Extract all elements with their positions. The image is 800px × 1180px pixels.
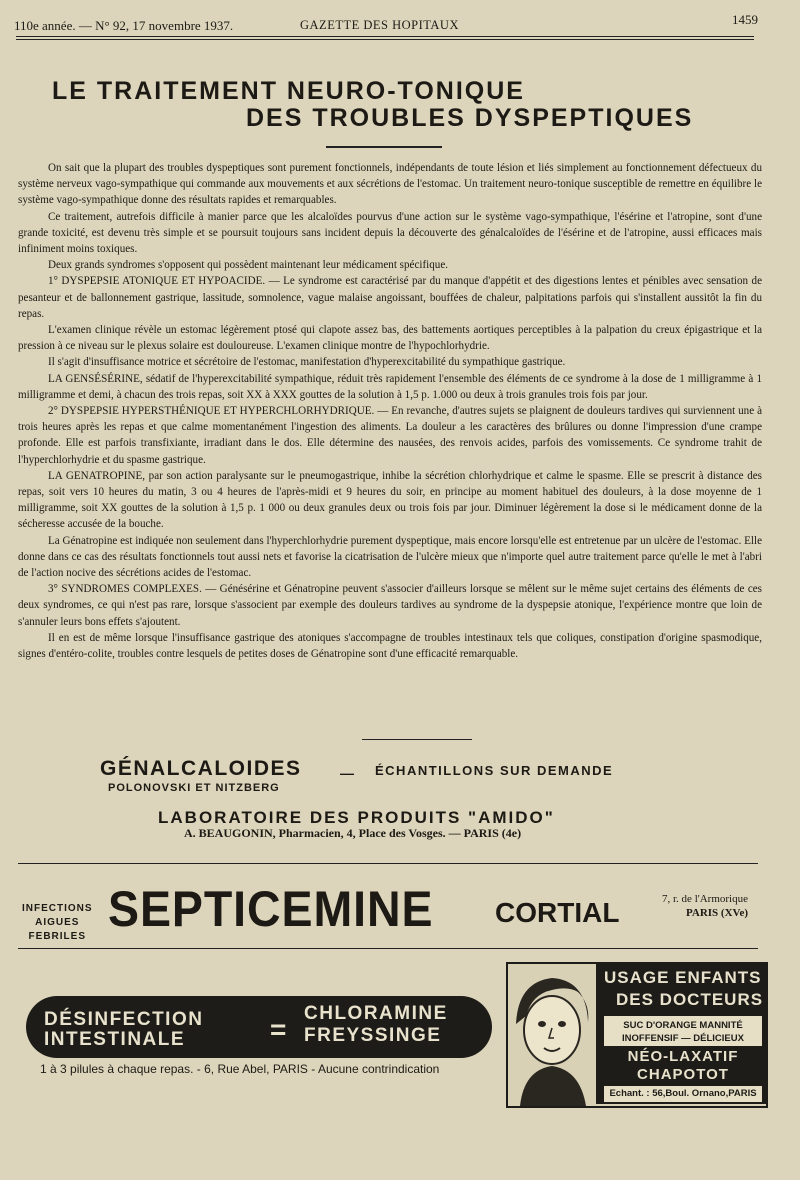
- paragraph: Il en est de même lorsque l'insuffisance gastrique des atoniques s'accompagne de troubles intestinaux tels que coliques, constipation d'origine spasmodique, signes d'entéro-colite, troubles contre lesquels de petites doses de Génatropine sont d'une efficacité remarquable.: [18, 631, 762, 661]
- article-end-rule: [362, 739, 472, 740]
- product-line: NÉO-LAXATIF: [627, 1048, 739, 1065]
- article-title-line-2: DES TROUBLES DYSPEPTIQUES: [246, 104, 694, 132]
- banner-line: FREYSSINGE: [304, 1025, 442, 1046]
- chloramine-banner: [26, 996, 492, 1058]
- paragraph: La Génatropine est indiquée non seulement dans l'hyperchlorhydrie purement dyspeptique, mais encore lorsqu'elle est entretenue par un ulcère de l'estomac. Elle donne dans ce cas des résultats fonctionnels tout aussi nets et favorise la cicatrisation de l'ulcère mieux que n'importe quel autre traitement parce qu'elle le met à l'abri de l'action nocive des sécrétions acides de l'estomac.: [18, 534, 762, 580]
- chapotot-headline-2: DES DOCTEURS: [616, 990, 764, 1009]
- title-underline: [326, 146, 442, 148]
- issue-info: 110e année. — N° 92, 17 novembre 1937.: [14, 18, 234, 33]
- ad-divider-top: [18, 863, 758, 864]
- article-body: [18, 160, 762, 662]
- paragraph: 2° DYSPEPSIE HYPERSTHÉNIQUE ET HYPERCHLORHYDRIQUE. — En revanche, d'autres sujets se plaignent de douleurs tardives qui surviennent une à trois heures après les repas et que calme momentanément l'ingestion des aliments. La douleur a les caractères des brûlures ou donne l'impression d'une crampe profonde. Elle est parfois transfixiante, irradiant dans le dos. Elle détermine des nausées, des renvois acides, parfois des vomissements. Ce syndrome trahit de l'hyperchlorhydrie et du spasme gastrique.: [18, 405, 762, 466]
- paragraph: LA GENSÉSÉRINE, sédatif de l'hyperexcitabilité sympathique, réduit très rapidement l'ensemble des éléments de ce syndrome à la dose de 1 milligramme à 1 milligramme et demi, à chacun des trois repas, soit XX à XXX gouttes de la solution à 1,5 p. 1.000 ou deux à trois granules trois fois par jour.: [18, 372, 762, 401]
- paragraph: Deux grands syndromes s'opposent qui possèdent maintenant leur médicament spécifique.: [48, 259, 449, 272]
- cortial-maker: CORTIAL: [495, 897, 620, 928]
- chloramine-left: [44, 1010, 203, 1050]
- journal-name: GAZETTE DES HOPITAUX: [300, 18, 459, 32]
- paragraph: Ce traitement, autrefois difficile à manier parce que les alcaloïdes pourvus d'une action sur le système vago-sympathique, l'ésérine et l'atropine, sont d'une grande toxicité, est devenu très simple et se poursuit toujours sans incident depuis la découverte des génalcaloïdes de l'ésérine et de l'atropine, aussi efficaces mais infiniment moins toxiques.: [18, 210, 762, 256]
- indication-line: FEBRILES: [28, 931, 86, 942]
- chapotot-description: [604, 1016, 762, 1046]
- page-header: [14, 12, 758, 38]
- description-line: SUC D'ORANGE MANNITÉ: [623, 1020, 743, 1031]
- chapotot-product: [608, 1048, 758, 1084]
- chapotot-samples-address: Echant. : 56,Boul. Ornano,PARIS: [604, 1086, 762, 1102]
- banner-line: DÉSINFECTION: [44, 1009, 204, 1030]
- indication-line: AIGUES: [35, 917, 80, 928]
- paragraph: 3° SYNDROMES COMPLEXES. — Génésérine et Génatropine peuvent s'associer d'ailleurs lorsque se mêlent sur le même sujet certains des éléments de ces deux syndromes, ce qui n'est pas rare, lorsque s'associent par exemple des douleurs tardives au syndrome de la dyspepsie atonique, l'expérience montre que loin de s'annuler leurs bons effets s'ajoutent.: [18, 583, 762, 628]
- chapotot-headline-1: USAGE ENFANTS: [604, 968, 762, 987]
- child-illustration: [508, 964, 596, 1106]
- laboratory-address: A. BEAUGONIN, Pharmacien, 4, Place des Vosges. — PARIS (4e): [184, 826, 522, 840]
- authors-line: POLONOVSKI ET NITZBERG: [108, 782, 280, 794]
- product-line: CHAPOTOT: [637, 1066, 729, 1083]
- paragraph: LA GENATROPINE, par son action paralysante sur le pneumogastrique, inhibe la sécrétion chlorhydrique et calme le spasme. Elle se prescrit à distance des repas, soit vers 10 heures du matin, 3 ou 4 heures de l'après-midi et 9 heures du soir, en principe au moment habituel des douleurs, à la dose moyenne de 1 milligramme, soit XX gouttes de la solution à 1,5 p. 1 000 ou deux granules deux ou trois fois par jour. Diminuer légèrement la dose si le médicament donne de la sécheresse accusée de la bouche.: [18, 469, 762, 531]
- article-title-line-1: LE TRAITEMENT NEURO-TONIQUE: [52, 77, 525, 105]
- chapotot-ad: [506, 962, 768, 1108]
- child-portrait-icon: [508, 964, 596, 1106]
- address-line: 7, r. de l'Armorique: [662, 893, 748, 905]
- brand-dash: —: [340, 765, 354, 781]
- banner-line: CHLORAMINE: [304, 1003, 448, 1024]
- paragraph: Il s'agit d'insuffisance motrice et sécrétoire de l'estomac, manifestation d'hyperexcitabilité du sympathique gastrique.: [48, 356, 566, 369]
- samples-notice: ÉCHANTILLONS SUR DEMANDE: [375, 763, 614, 778]
- description-line: INOFFENSIF — DÉLICIEUX: [622, 1033, 744, 1044]
- paragraph: On sait que la plupart des troubles dyspeptiques sont purement fonctionnels, indépendants de toute lésion et liés simplement au fonctionnement défectueux du système nerveux vago-sympathique qui commande aux mouvements et aux sécrétions de l'estomac. Un traitement neuro-tonique susceptible de remettre en équilibre le système vago-sympathique donne des résultats rapides et remarquables.: [18, 162, 762, 207]
- header-rule: [16, 36, 754, 40]
- banner-line: INTESTINALE: [44, 1029, 186, 1050]
- genalcaloides-brand: GÉNALCALOIDES: [100, 757, 302, 780]
- chloramine-right: [304, 1003, 448, 1047]
- cortial-address: [662, 892, 748, 920]
- paragraph: 1° DYSPEPSIE ATONIQUE ET HYPOACIDE. — Le syndrome est caractérisé par du manque d'appétit et des digestions lentes et pénibles avec sensation de pesanteur et de ballonnement gastrique, lassitude, somnolence, vague malaise angoissant, bouffées de chaleur, palpitations parfois qui s'installent aussitôt la fin du repas.: [18, 275, 762, 320]
- equals-sign: =: [270, 1014, 287, 1045]
- address-line: PARIS (XVe): [685, 907, 748, 919]
- laboratory-name: LABORATOIRE DES PRODUITS "AMIDO": [158, 808, 555, 827]
- page-number: 1459: [732, 12, 758, 27]
- indication-line: INFECTIONS: [22, 903, 93, 914]
- septicemine-product: SEPTICEMINE: [108, 881, 434, 937]
- septicemine-indications: [22, 902, 93, 944]
- chloramine-dosage: 1 à 3 pilules à chaque repas. - 6, Rue Abel, PARIS - Aucune contrindication: [40, 1062, 440, 1076]
- ad-divider-bottom: [18, 948, 758, 949]
- paragraph: L'examen clinique révèle un estomac légèrement ptosé qui clapote assez bas, des battements aortiques perceptibles à la palpation du creux épigastrique et la pression à ce niveau sur le plexus solaire est douloureuse. L'examen clinique montre de l'hypochlorhydrie.: [18, 324, 762, 353]
